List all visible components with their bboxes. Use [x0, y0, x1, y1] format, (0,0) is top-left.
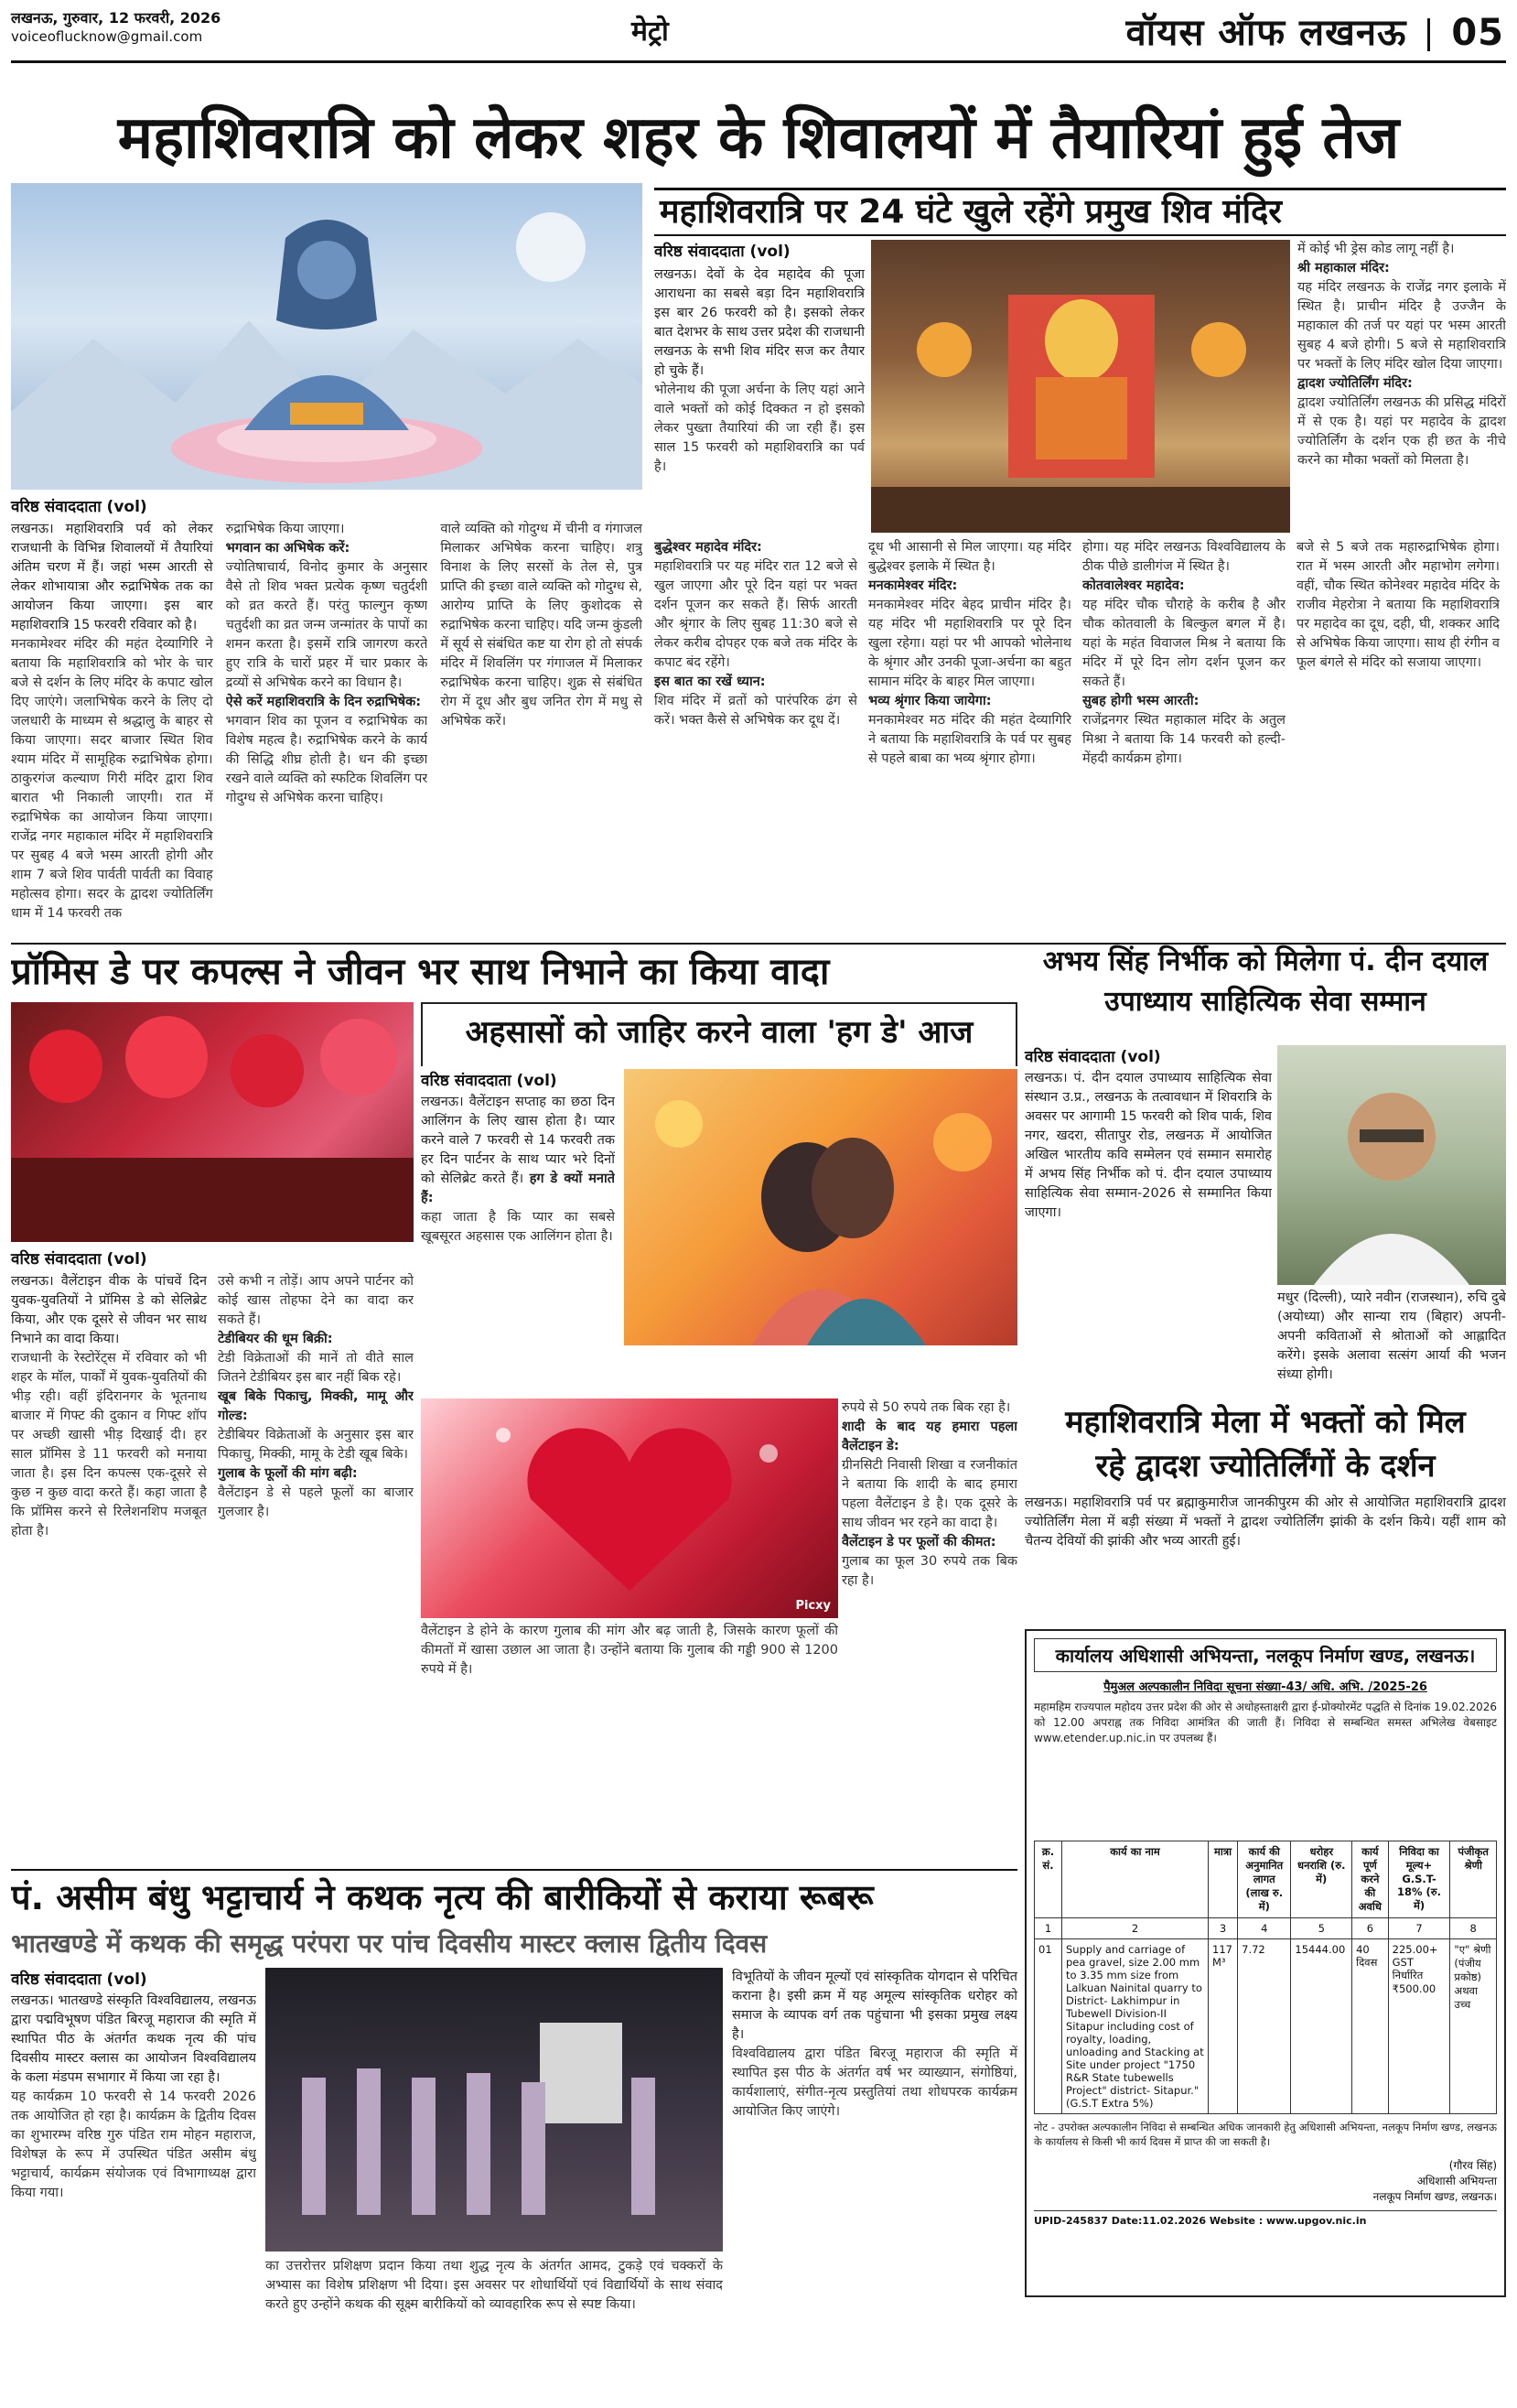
main-headline: महाशिवरात्रि को लेकर शहर के शिवालयों में तैयारियां हुई तेज	[117, 104, 1400, 172]
page-number: 05	[1451, 12, 1504, 54]
tender-num-5: 5	[1291, 1918, 1352, 1939]
hug-byline: वरिष्ठ संवाददाता (vol)	[421, 1072, 557, 1090]
tender-row-work: Supply and carriage of pea gravel, size 2.00 mm to 3.35 mm size from Lalkuan Nainital quarry to District- Lakhimpur in Tubewell Division-II Sitapur including cost of royalty, loading, unloading and Stacking at Site under project "1750 R&R State tubewells Project" district- Sitapur." (G.S.T Extra 5%)	[1062, 1939, 1209, 2114]
tender-table	[1034, 1841, 1497, 2114]
main-story-col2-subhead: भगवान का अभिषेक करें:	[225, 541, 350, 556]
hug-right-intro: रुपये से 50 रुपये तक बिक रहा है।	[842, 1400, 1011, 1415]
kathak-lead: लखनऊ। भातखण्डे संस्कृति विश्वविद्यालय, लखनऊ द्वारा पद्मविभूषण पंडित बिरजू महाराज की स्मृति में स्थापित पीठ के अंतर्गत कथक नृत्य की पांच दिवसीय मास्टर क्लास का आयोजन विश्वविद्यालय के कला मंडपम सभागार में किया जा रहा है।	[11, 1993, 256, 2085]
tender-row-deposit: 15444.00	[1291, 1939, 1352, 2114]
promise-sub-pikachu: खूब बिके पिकाचु, मिक्की, मामू और गोल्ड:	[218, 1389, 414, 1423]
hug-headline-box	[421, 1002, 1017, 1066]
tender-number-row	[1035, 1918, 1497, 1939]
temple-sub-mahakal: श्री महाकाल मंदिर:	[1297, 261, 1390, 275]
kathak-image	[265, 1968, 723, 2251]
hug-lead: लखनऊ। वैलेंटाइन सप्ताह का छठा दिन आलिंगन के लिए खास होता है। प्यार करने वाले 7 फरवरी से 14 फरवरी तक हर दिन पार्टनर के साथ प्यार भरे दिनों को सेलिब्रेट करते हैं।	[421, 1095, 615, 1186]
promise-col2-intro: उसे कभी न तोड़ें। आप अपने पार्टनर को कोई खास तोहफा देने का वादा कर सकते हैं।	[218, 1274, 414, 1327]
temple-col2-body: मनकामेश्वर मंदिर बेहद प्राचीन मंदिर है। यह मंदिर भी महाशिवरात्रि पर पूरे दिन खुला रहेगा। यहां पर भी आपको भोलेनाथ के श्रृंगार और उनकी पूजा-अर्चना का बहुत सामान मंदिर के बाहर मिल जाएगा।	[868, 598, 1071, 689]
temple-col4-body: बजे से 5 बजे तक महारुद्राभिषेक होगा। रात में भस्म आरती और महाभोग लगेगा। वहीं, चौक स्थित कोनेश्वर महादेव मंदिर के राजीव मेहरोत्रा ने बताया कि महाशिवरात्रि पर महादेव का दूध, दही, घी, शक्कर आदि से अभिषेक किया जाएगा। साथ ही रंगीन व फूल बंगले से मंदिर को सजाया जाएगा।	[1296, 540, 1500, 670]
temple-lead: लखनऊ। देवों के देव महादेव की पूजा आराधना का सबसे बड़ा दिन महाशिवरात्रि इस बार 26 फरवरी को है। इसको लेकर बात देशभर के साथ उत्तर प्रदेश की राजधानी लखनऊ के सभी शिव मंदिर सज कर तैयार हो चुके हैं।	[654, 267, 865, 378]
main-story-body	[11, 495, 642, 944]
mela-lead: लखनऊ। महाशिवरात्रि पर्व पर ब्रह्माकुमारीज जानकीपुरम की ओर से आयोजित महाशिवरात्रि द्वादश ज्योतिर्लिंग मेला में बड़ी संख्या में भक्तों ने द्वादश ज्योतिर्लिंग झांकी के दर्शन किये। यहीं शाम को चैतन्य देवियों की झांकी और भव्य आरती हुई।	[1025, 1496, 1506, 1549]
temple-body-cols	[654, 538, 1506, 941]
hug-heart-image	[421, 1398, 838, 1618]
kathak-col3	[732, 1968, 1017, 2394]
main-story-lead: लखनऊ। महाशिवरात्रि पर्व को लेकर राजधानी के विभिन्न शिवालयों में तैयारियां अंतिम चरण में हैं। जहां भस्म आरती से लेकर शोभायात्रा और रुद्राभिषेक तक का आयोजन किया जाएगा। इस बार महाशिवरात्रि 15 फरवरी रविवार को है।	[11, 522, 213, 632]
hug-sub-why: हग डे क्यों मनाते हैं:	[421, 1172, 615, 1205]
temple-col2-body2: मनकामेश्वर मठ मंदिर की महंत देव्यागिरि ने बताया कि महाशिवरात्रि के पर्व पर सुबह से पहले बाबा का भव्य श्रृंगार होगा।	[868, 713, 1071, 766]
portrait-illustration	[1277, 1045, 1506, 1285]
hug-bottom-body: वैलेंटाइन डे होने के कारण गुलाब की मांग और बढ़ जाती है, जिसके कारण फूलों की कीमतों में खासा उछाल आ जाता है। उन्होंने बताया कि गुलाब की गड्डी 900 से 1200 रुपये में है।	[421, 1624, 838, 1677]
kathak-dancers-illustration	[265, 1968, 723, 2251]
shiva-illustration	[11, 183, 642, 490]
date-line-block	[11, 9, 221, 46]
temple-shrine-illustration	[871, 240, 1290, 533]
kathak-col1-body: यह कार्यक्रम 10 फरवरी से 14 फरवरी 2026 तक आयोजित हो रहा है। कार्यक्रम के द्वितीय दिवस का शुभारम्भ वरिष्ठ गुरु पंडित राम मोहन महाराज, विशेषज्ञ के रूप में उपस्थित पंडित असीम बंधु भट्टाचार्य, कार्यक्रम संयोजक एवं विभागाध्यक्ष द्वारा किया गया।	[11, 2089, 256, 2200]
temple-col2-intro: दूध भी आसानी से मिल जाएगा। यह मंदिर बुद्धेश्वर इलाके में स्थित है।	[868, 540, 1071, 574]
main-story-col2-intro: रुद्राभिषेक किया जाएगा।	[225, 522, 345, 536]
temple-col3-body2: राजेंद्रनगर स्थित महाकाल मंदिर के अतुल मिश्रा ने बताया कि 14 फरवरी को हल्दी-मेंहदी कार्यक्रम होगा।	[1082, 713, 1286, 766]
hug-image	[624, 1069, 1017, 1345]
award-headline-2: उपाध्याय साहित्यिक सेवा सम्मान	[1104, 986, 1426, 1018]
temple-col3-intro: होगा। यह मंदिर लखनऊ विश्वविद्यालय के ठीक पीछे डालीगंज में स्थित है।	[1082, 540, 1286, 574]
tender-col-cost: कार्य की अनुमानित लागत (लाख रु. में)	[1238, 1841, 1291, 1918]
header-rule	[11, 60, 1506, 63]
tender-row-cost: 7.72	[1238, 1939, 1291, 2114]
temple-col3	[1082, 538, 1286, 941]
image-credit: Picxy	[795, 1599, 831, 1613]
date-line: लखनऊ, गुरुवार, 12 फरवरी, 2026	[11, 9, 221, 27]
heart-silhouette-illustration	[421, 1398, 838, 1618]
shiva-image	[11, 183, 642, 490]
promise-col2-body3: वैलेंटाइन डे से पहले फूलों का बाजार गुलजार है।	[218, 1485, 414, 1519]
award-lead-col	[1025, 1069, 1272, 1380]
temple-sub-shringar: भव्य श्रृंगार किया जायेगा:	[868, 694, 992, 708]
tender-row-category: "ए" श्रेणी (पंजीय प्रकोष्ठ) अथवा उच्च	[1450, 1939, 1497, 2114]
tender-upid: UPID-245837 Date:11.02.2026 Website : www.upgov.nic.in	[1034, 2210, 1497, 2227]
promise-lead: लखनऊ। वैलेंटाइन वीक के पांचवें दिन युवक-युवतियों ने प्रॉमिस डे को सेलिब्रेट किया, और एक दूसरे से जीवन भर साथ निभाने का वादा किया।	[11, 1274, 207, 1346]
hug-right-body: ग्रीनसिटी निवासी शिखा व रजनीकांत ने बताया कि शादी के बाद हमारा पहला वैलेंटाइन डे है। एक दूसरे के साथ जीवन भर रहने का वादा है।	[842, 1458, 1017, 1530]
temple-lead-col	[654, 265, 865, 531]
temple-sub-kotwaleshwar: कोतवालेश्वर महादेव:	[1082, 578, 1185, 593]
tender-signature	[1034, 2158, 1497, 2205]
tender-num-2: 2	[1062, 1918, 1209, 1939]
kathak-byline: वरिष्ठ संवाददाता (vol)	[11, 1971, 147, 1989]
masthead	[1126, 5, 1504, 56]
mela-body	[1025, 1494, 1506, 1622]
tender-col-fee: निविदा का मूल्य+ G.S.T- 18% (रु. में)	[1388, 1841, 1450, 1918]
temple-col1-body: महाशिवरात्रि पर यह मंदिर रात 12 बजे से खुल जाएगा और पूरे दिन यहां पर भक्त दर्शन पूजन कर सकते हैं। सिर्फ आरती और श्रृंगार के लिए सुबह 11:30 बजे से लेकर करीब दोपहर एक बजे तक मंदिर के कपाट बंद रहेंगे।	[654, 559, 857, 670]
temple-right-intro: में कोई भी ड्रेस कोड लागू नहीं है।	[1297, 242, 1455, 256]
tender-row-period: 40 दिवस	[1352, 1939, 1389, 2114]
temple-col3-body: यह मंदिर चौक चौराहे के करीब है और चौक कोतवाली के बिल्कुल बगल में है। यहां के महंत विवाजल मिश्र ने बताया कि मंदिर में पूरे दिन लोग दर्शन पूजन कर सकते हैं।	[1082, 598, 1286, 689]
award-byline: वरिष्ठ संवाददाता (vol)	[1025, 1048, 1161, 1066]
temple-sub-dhyan: इस बात का रखें ध्यान:	[654, 675, 766, 689]
tender-col-work: कार्य का नाम	[1062, 1841, 1209, 1918]
promise-body-cols	[11, 1272, 414, 1867]
temple-col1	[654, 538, 857, 941]
award-poets-col	[1277, 1289, 1506, 1408]
section-rule-2	[11, 1869, 1017, 1871]
temple-byline: वरिष्ठ संवाददाता (vol)	[654, 243, 791, 261]
hug-col1-body: कहा जाता है कि प्यार का सबसे खूबसूरत अहसास एक आलिंगन होता है।	[421, 1210, 615, 1244]
main-story-col2-body: ज्योतिषाचार्य, विनोद कुमार के अनुसार वैसे तो शिव भक्त प्रत्येक कृष्ण चतुर्दशी को व्रत करते हैं। परंतु फाल्गुन कृष्ण चतुर्दशी का व्रत जन्म जन्मांतर के पापों का शमन करता है। इसमें रात्रि जागरण करते हुए रात्रि के चारों प्रहर में चार प्रकार के द्रव्यों से अभिषेक करने का विधान है।	[225, 560, 428, 690]
mela-headline-2: रहे द्वादश ज्योतिर्लिंगों के दर्शन	[1095, 1448, 1436, 1485]
temple-lead-more: भोलेनाथ की पूजा अर्चना के लिए यहां आने वाले भक्तों को कोई दिक्कत न हो इसको लेकर पुख्ता तैयारियां की जा रही हैं। इस साल 15 फरवरी को महाशिवरात्रि का पर्व है।	[654, 383, 865, 474]
tender-signer-name: (गौरव सिंह)	[1448, 2159, 1497, 2172]
promise-sub-rose: गुलाब के फूलों की मांग बढ़ी:	[218, 1466, 358, 1481]
hug-col-right	[842, 1398, 1017, 1874]
hug-col1	[421, 1093, 615, 1395]
tender-row-no: 01	[1035, 1939, 1062, 2114]
tender-signer-title: अधिशासी अभियन्ता	[1416, 2175, 1497, 2187]
promise-image	[11, 1002, 414, 1242]
promise-col2	[218, 1272, 414, 1867]
temple-col-right	[1297, 240, 1506, 533]
promise-col2-body: टेडी विक्रेताओं की मानें तो वीते साल जितने टेडीबियर इस बार नहीं बिक रहे।	[218, 1351, 414, 1385]
kathak-headline: पं. असीम बंधु भट्टाचार्य ने कथक नृत्य की बारीकियों से कराया रूबरू	[11, 1877, 874, 1917]
award-poets: मधुर (दिल्ली), प्यारे नवीन (राजस्थान), रुचि दुबे (अयोध्या) और सान्या राय (बिहार) अपनी-अपनी कविताओं से श्रोताओं को आह्लादित करेंगे। इसके अलावा सत्संग आर्या की भजन संध्या होगी।	[1277, 1290, 1506, 1382]
tender-col-category: पंजीकृत श्रेणी	[1450, 1841, 1497, 1918]
tender-body: महामहिम राज्यपाल महोदय उत्तर प्रदेश की ओर से अधोहस्ताक्षरी द्वारा ई-प्रोक्योरमेंट पद्धति से दिनांक 19.02.2026 को 12.00 अपराह्न तक निविदा आमंत्रित की जाती हैं। निविदा से सम्बन्धित समस्त अभिलेख वेबसाइट www.etender.up.nic.in पर उपलब्ध हैं।	[1034, 1701, 1497, 1744]
kathak-col1	[11, 1992, 256, 2394]
hug-right-body2: गुलाब का फूल 30 रुपये तक बिक रहा है।	[842, 1554, 1017, 1588]
tender-header-row	[1035, 1841, 1497, 1918]
hug-image-caption-row	[624, 1350, 1017, 1377]
hug-sub-price: वैलेंटाइन डे पर फूलों की कीमत:	[842, 1535, 996, 1550]
temple-sub-bhasm: सुबह होगी भस्म आरती:	[1082, 694, 1200, 708]
tender-row-qty: 117 M³	[1209, 1939, 1238, 2114]
tender-num-4: 4	[1238, 1918, 1291, 1939]
tender-col-deposit: धरोहर धनराशि (रु. में)	[1291, 1841, 1352, 1918]
temple-col2	[868, 538, 1071, 941]
kathak-subhead: भातखण्डे में कथक की समृद्ध परंपरा पर पांच दिवसीय मास्टर क्लास द्वितीय दिवस	[11, 1928, 768, 1959]
main-story-byline: वरिष्ठ संवाददाता (vol)	[11, 498, 147, 516]
main-story-col3	[440, 520, 642, 941]
email: voiceoflucknow@gmail.com	[11, 28, 203, 45]
award-portrait	[1277, 1045, 1506, 1285]
award-lead: लखनऊ। पं. दीन दयाल उपाध्याय साहित्यिक सेवा संस्थान उ.प्र., लखनऊ के तत्वावधान में शिवरात्रि के अवसर पर आगामी 15 फरवरी को शिव पार्क, शिव नगर, खदरा, सीतापुर रोड, लखनऊ में आयोजित अखिल भारतीय कवि सम्मेलन एवं सम्मान समारोह में अभय सिंह निर्भीक को पं. दीन दयाल उपाध्याय साहित्यिक सेवा सम्मान-2026 से सम्मानित किया जाएगा।	[1025, 1071, 1272, 1220]
temple-sub-jyotirling: द्वादश ज्योतिर्लिंग मंदिर:	[1297, 376, 1413, 391]
promise-byline: वरिष्ठ संवाददाता (vol)	[11, 1250, 147, 1269]
promise-headline: प्रॉमिस डे पर कपल्स ने जीवन भर साथ निभाने का किया वादा	[11, 951, 830, 993]
tender-row	[1035, 1939, 1497, 2114]
main-story-col1	[11, 520, 213, 941]
temple-sub-mahakal-body: यह मंदिर लखनऊ के राजेंद्र नगर इलाके में स्थित है। प्राचीन मंदिर है उज्जैन के महाकाल की तर्ज पर यहां पर भस्म आरती सुबह 4 बजे होगी। 5 बजे से महाशिवरात्रि पर भक्तों के लिए मंदिर खोल दिया जाएगा।	[1297, 280, 1506, 372]
promise-col1	[11, 1272, 207, 1867]
temple-col1-body2: शिव मंदिर में व्रतों को पारंपरिक ढंग से करें। भक्त कैसे से अभिषेक कर दूध दें।	[654, 694, 857, 728]
kathak-col3-body: विश्वविद्यालय द्वारा पंडित बिरजू महाराज की स्मृति में स्थापित इस पीठ के अंतर्गत वर्ष भर व्याख्यान, संगोष्ठियां, कार्यशालाएं, संगीत-नृत्य प्रस्तुतियां तथा शोधपरक कार्यक्रम आयोजित किए जाएंगे।	[732, 2046, 1017, 2119]
main-story-col1-body: मनकामेश्वर मंदिर की महंत देव्यागिरि ने बताया कि महाशिवरात्रि को भोर के चार बजे से दर्शन के लिए मंदिर के कपाट खोल दिए जाएंगे। जलाभिषेक करने के लिए दो जलधारी के माध्यम से श्रद्धालु के बाहर से किया जाएगा। सदर बाजार स्थित शिव श्याम मंदिर में सामूहिक रुद्राभिषेक होगा। ठाकुरगंज कल्याण गिरी मंदिर द्वारा शिव बारात भी निकाली जाएगी। रात में रुद्राभिषेक का आयोजन किया जाएगा। राजेंद्र नगर महाकाल मंदिर में महाशिवरात्रि पर सुबह 4 बजे भस्म आरती होगी और शाम 7 बजे शिव पार्वती पार्वती का विवाह महोत्सव होगा। सदर के द्वादश ज्योतिर्लिंग धाम में 14 फरवरी तक	[11, 637, 213, 921]
promise-sub-teddy: टेडीबियर की धूम बिक्री:	[218, 1332, 333, 1346]
couple-hug-illustration	[624, 1069, 1017, 1345]
tender-notice	[1025, 1629, 1506, 2297]
kathak-caption-text	[265, 2257, 723, 2394]
temple-headline: महाशिवरात्रि पर 24 घंटे खुले रहेंगे प्रमुख शिव मंदिर	[654, 188, 1506, 236]
tender-note: नोट - उपरोक्त अल्पकालीन निविदा से सम्बन्धित अधिक जानकारी हेतु अधिशासी अभियन्ता, नलकूप निर्माण खण्ड, लखनऊ के कार्यालय से किसी भी कार्य दिवस में प्राप्त की जा सकती है।	[1034, 2121, 1497, 2148]
tender-num-6: 6	[1352, 1918, 1389, 1939]
kathak-col2: विभूतियों के जीवन मूल्यों एवं सांस्कृतिक योगदान से परिचित कराना है। इसी क्रम में यह अमूल्य सांस्कृतिक धरोहर को समाज के व्यापक वर्ग तक पहुंचाना भी इसका प्रमुख लक्ष्य है।	[732, 1970, 1017, 2042]
hug-bottom-text	[421, 1622, 838, 1869]
tender-notice-number: पैमुअल अल्पकालीन निविदा सूचना संख्या-43/ अधि. अभि. /2025-26	[1103, 1680, 1427, 1694]
main-story-col3-body: वाले व्यक्ति को गोदुग्ध में चीनी व गंगाजल मिलाकर अभिषेक करना चाहिए। शत्रु विनाश के लिए सरसों के तेल से, पुत्र प्राप्ति की इच्छा वाले व्यक्ति को गोदुग्ध से, आरोग्य प्राप्ति के लिए कुशोदक से रुद्राभिषेक करना चाहिए। यदि जन्म कुंडली में सूर्य से संबंधित कष्ट या रोग हो तो संपर्क मंदिर में शिवलिंग पर गंगाजल में मिलाकर रुद्राभिषेक करना चाहिए। शुक्र से संबंधित रोग में दूध और बुध जनित रोग में मधु से अभिषेक करें।	[440, 522, 643, 729]
main-story-col2-subhead2: ऐसे करें महाशिवरात्रि के दिन रुद्राभिषेक:	[225, 695, 422, 709]
hug-headline: अहसासों को जाहिर करने वाला 'हग डे' आज	[465, 1014, 974, 1051]
tender-num-1: 1	[1035, 1918, 1062, 1939]
hug-sub-married: शादी के बाद यह हमारा पहला वैलेंटाइन डे:	[842, 1420, 1017, 1453]
temple-image	[871, 240, 1290, 533]
temple-col4	[1296, 538, 1500, 941]
mela-headline-1: महाशिवरात्रि मेला में भक्तों को मिल	[1065, 1404, 1466, 1441]
promise-col1-body: राजधानी के रेस्टोरेंट्स में रविवार को भी शहर के मॉल, पार्कों में युवक-युवतियों की भीड़ रही। वहीं इंदिरानगर के भूतनाथ बाजार में गिफ्ट की दुकान व गिफ्ट शॉप पर अच्छी खासी भीड़ दिखाई दी। हर साल प्रॉमिस डे 11 फरवरी को मनाया जाता है। इस दिन कपल्स एक-दूसरे से कुछ न कुछ वादा करते हैं। कहा जाता है कि प्रॉमिस करने से रिलेशनशिप मजबूत होता है।	[11, 1351, 207, 1539]
main-story-col2-body2: भगवान शिव का पूजन व रुद्राभिषेक का विशेष महत्व है। रुद्राभिषेक करने के कार्य की सिद्धि शीघ्र होती है। धन की इच्छा रखने वाले व्यक्ति को स्फटिक शिवलिंग पर गोदुग्ध से अभिषेक करना चाहिए।	[225, 714, 428, 805]
kathak-mid-body: का उत्तरोत्तर प्रशिक्षण प्रदान किया तथा शुद्ध नृत्य के अंतर्गत आमद, टुकड़े एवं चक्करों के अभ्यास का विशेष प्रशिक्षण भी दिया। इस अवसर पर शोधार्थियों एवं विद्यार्थियों के साथ संवाद करते हुए उन्होंने कथक की सूक्ष्म बारीकियों को व्यावहारिक रूप से स्पष्ट किया।	[265, 2259, 723, 2312]
main-story-col2	[226, 520, 428, 941]
section-label: मेट्रो	[631, 16, 669, 48]
tender-col-period: कार्य पूर्ण करने की अवधि	[1352, 1841, 1389, 1918]
tender-col-qty: मात्रा	[1209, 1841, 1238, 1918]
tender-office: कार्यालय अधिशासी अभियन्ता, नलकूप निर्माण खण्ड, लखनऊ।	[1034, 1638, 1497, 1672]
tender-num-8: 8	[1450, 1918, 1497, 1939]
tender-signer-office: नलकूप निर्माण खण्ड, लखनऊ।	[1372, 2190, 1497, 2203]
masthead-divider	[1427, 18, 1430, 51]
award-headline-1: अभय सिंह निर्भीक को मिलेगा पं. दीन दयाल	[1042, 945, 1489, 977]
tender-num-3: 3	[1209, 1918, 1238, 1939]
promise-col2-body2: टेडीबियर विक्रेताओं के अनुसार इस बार पिकाचु, मिक्की, मामू के टेडी खूब बिके।	[218, 1428, 414, 1462]
temple-sub-jyotirling-body: द्वादश ज्योतिर्लिंग लखनऊ की प्रसिद्ध मंदिरों में से एक है। यहां पर महादेव के द्वादश ज्योतिर्लिंग के दर्शन एक ही छत के नीचे करने का मौका भक्तों को मिलता है।	[1297, 395, 1506, 468]
temple-sub-budheshwar: बुद्धेश्वर महादेव मंदिर:	[654, 540, 762, 555]
temple-sub-mankameshwar: मनकामेश्वर मंदिर:	[868, 578, 958, 593]
tender-num-7: 7	[1388, 1918, 1450, 1939]
heart-balloons-illustration	[11, 1002, 414, 1242]
masthead-title: वॉयस ऑफ लखनऊ	[1125, 12, 1407, 54]
tender-col-sno: क्र. सं.	[1035, 1841, 1062, 1918]
tender-row-fee: 225.00+ GST निर्धारित ₹500.00	[1388, 1939, 1450, 2114]
